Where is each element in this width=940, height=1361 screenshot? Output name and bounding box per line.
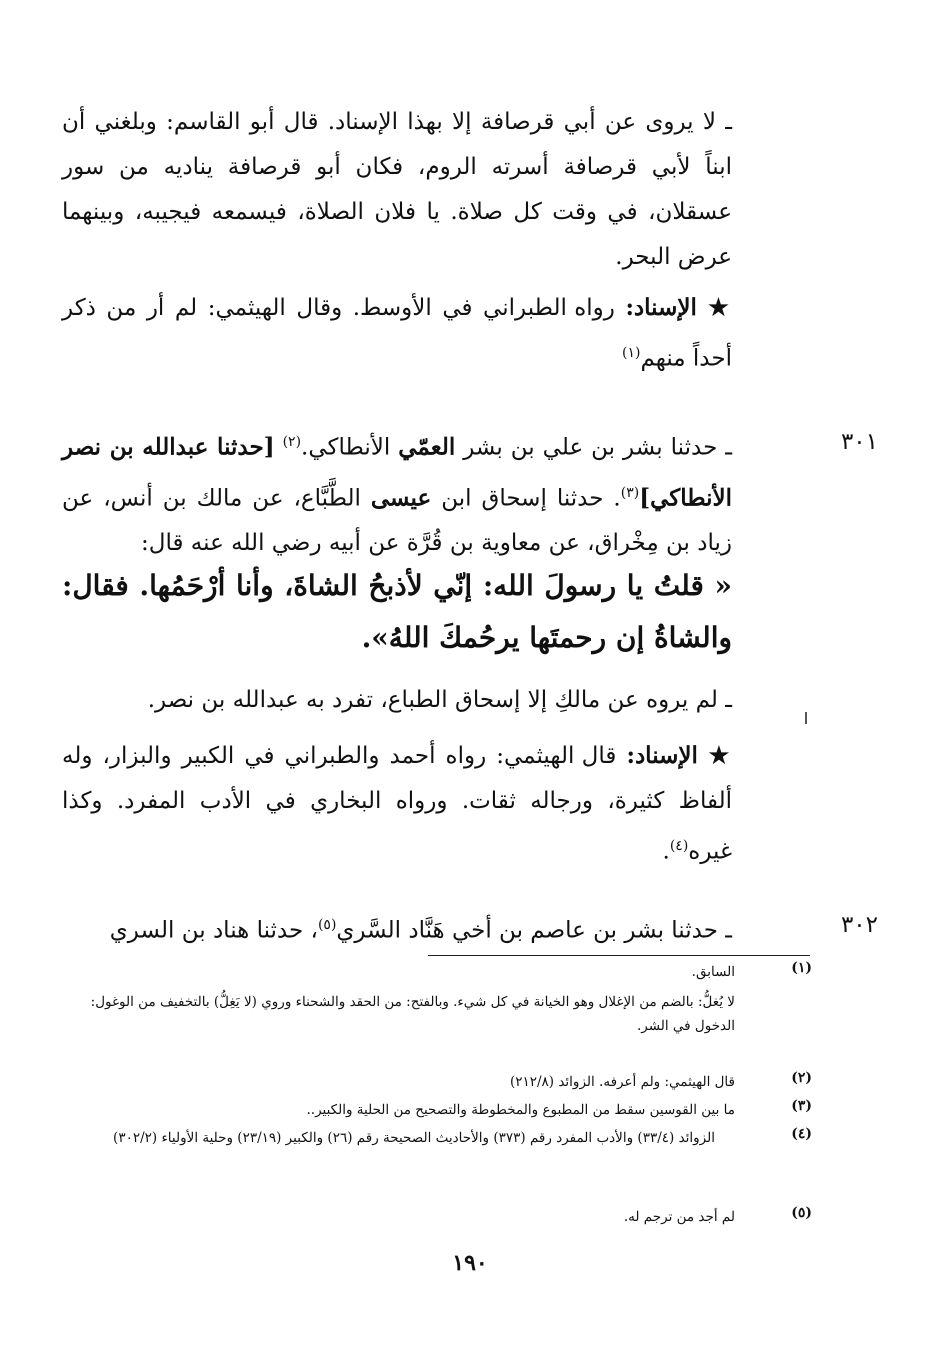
paragraph-narration xyxy=(62,100,732,280)
footnote-5: لم أجد من ترجم له. xyxy=(623,1209,735,1225)
chain-bracket: [حدثنا عبدالله بن نصر الأنطاكي] xyxy=(62,433,733,512)
footnote-ref-2[interactable]: (٢) xyxy=(282,434,302,450)
footnote-separator xyxy=(428,955,810,956)
footnote-ref-5[interactable]: (٥) xyxy=(317,917,337,933)
chain-part: . حدثنا إسحاق ابن xyxy=(441,485,621,512)
isnad-text: قال الهيثمي: رواه أحمد والطبراني في الكبير والبزار، وله ألفاظ كثيرة، ورجاله ثقات. ورواه البخاري في الأدب المفرد. وكذا غيره xyxy=(62,743,732,865)
footnote-number-1: (١) xyxy=(791,960,812,976)
footnote-3: ما بين القوسين سقط من المطبوع والمخطوطة والتصحيح من الحلية والكبير.. xyxy=(306,1102,735,1118)
hadith-301-isnad: ★ الإسناد: قال الهيثمي: رواه أحمد والطبراني في الكبير والبزار، وله ألفاظ كثيرة، ورجاله ثقات. ورواه البخاري في الأدب المفرد. وكذا غيره$^{(٤)}$. xyxy=(62,742,733,865)
hadith-301-note: ـ لم يروه عن مالكِ إلا إسحاق الطباع، تفرد به عبدالله بن نصر. xyxy=(147,687,732,713)
chain-part: الأنطاكي. xyxy=(301,434,391,461)
hadith-number-301: ٣٠١ xyxy=(840,429,878,455)
chain-part: ، حدثنا هناد بن السري xyxy=(109,917,318,944)
hadith-301-chain xyxy=(62,420,732,566)
isnad-label: ★ الإسناد: xyxy=(625,294,733,321)
chain-part: ـ حدثنا بشر بن عاصم بن أخي هَنَّاد السَّري xyxy=(336,917,732,944)
footnote-number-4: (٤) xyxy=(791,1126,812,1142)
footnote-1-gloss: لا يُغلُّ: بالضم من الإغلال وهو الخيانة في كل شيء. وبالفتح: من الحقد والشحناء وروي (لا يَغِلُّ) بالتخفيف من الوغول: الدخول في الشر. xyxy=(90,994,735,1034)
isnad-text: رواه الطبراني في الأوسط. وقال الهيثمي: لم أر من ذكر أحداً منهم xyxy=(62,295,732,372)
paragraph-isnad-1 xyxy=(62,285,732,382)
hadith-301-text: « قلتُ يا رسولَ الله: إنّي لأذبحُ الشاةَ، وأنا أرْحَمُها. فقال: والشاةُ إن رحمتَها يرحُمكَ اللهُ». xyxy=(62,569,733,654)
footnote-number-2: (٢) xyxy=(791,1070,812,1086)
scan-mark xyxy=(805,712,807,724)
narration-text: ـ لا يروى عن أبي قرصافة إلا بهذا الإسناد. قال أبو القاسم: وبلغني أن ابناً لأبي قرصافة أسرته الروم، فكان أبو قرصافة يناديه من سور عسقلان، في وقت كل صلاة. يا فلان الصلاة، فيسمعه فيجيبه، وبينهما عرض البحر. xyxy=(62,109,732,270)
isnad-label: ★ الإسناد: xyxy=(626,742,733,769)
footnote-number-3: (٣) xyxy=(791,1098,812,1114)
chain-bold: العمّي xyxy=(398,433,456,461)
footnote-ref-1[interactable]: (١) xyxy=(621,345,641,361)
hadith-number-302: ٣٠٢ xyxy=(840,912,878,938)
footnote-4: الزوائد (٣٣/٤) والأدب المفرد رقم (٣٧٣) والأحاديث الصحيحة رقم (٢٦) والكبير (٢٣/١٩) وحلية الأولياء (٣٠٢/٢) xyxy=(113,1130,715,1146)
chain-part: الطَّبَّاع، عن مالك بن أنس، عن زياد بن مِخْراق، عن معاوية بن قُرَّة عن أبيه رضي الله عنه قال: xyxy=(62,485,732,557)
footnote-1: السابق. xyxy=(691,964,735,980)
footnote-ref-4[interactable]: (٤) xyxy=(669,838,689,854)
hadith-302-chain xyxy=(62,903,732,954)
chain-part: ـ حدثنا بشر بن علي بن بشر xyxy=(463,434,733,461)
footnote-ref-3[interactable]: (٣) xyxy=(620,484,640,501)
footnote-2: قال الهيثمي: ولم أعرفه. الزوائد (٢١٢/٨) xyxy=(509,1074,735,1090)
footnote-number-5: (٥) xyxy=(791,1205,812,1221)
chain-bold: عيسى xyxy=(370,484,432,512)
page-number: ١٩٠ xyxy=(452,1250,488,1276)
